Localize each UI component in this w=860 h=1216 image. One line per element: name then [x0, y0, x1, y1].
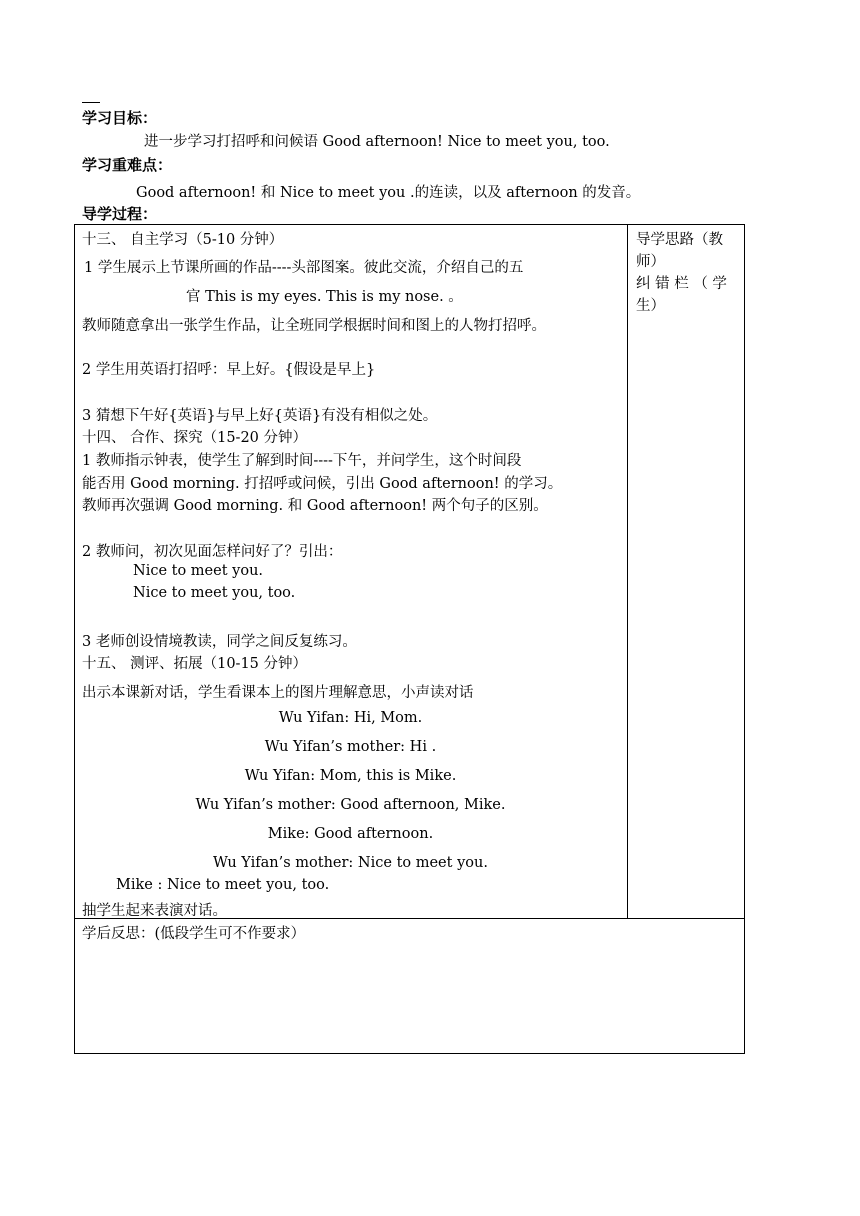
side-note-line-1: 导学思路（教 [636, 232, 723, 248]
table-column-divider [627, 224, 628, 919]
section-3-paragraph-2: 抽学生起来表演对话。 [82, 903, 227, 919]
section-1-paragraph-1a: 1 学生展示上节课所画的作品----头部图案。彼此交流，介绍自己的五 [84, 260, 524, 276]
top-dash [82, 102, 100, 103]
section-2-paragraph-1b: 能否用 Good morning. 打招呼或问候，引出 Good afternoon! 的学习。 [82, 476, 563, 492]
reflection-label: 学后反思：(低段学生可不作要求） [82, 926, 306, 942]
side-note-line-3: 纠 错 栏 （ 学 [636, 276, 727, 292]
key-title: 学习重难点： [82, 156, 173, 174]
section-2-paragraph-3: 3 老师创设情境教读，同学之间反复练习。 [82, 634, 357, 650]
goal-title: 学习目标： [82, 109, 158, 127]
dialog-line-3: Wu Yifan: Mom, this is Mike. [244, 768, 457, 784]
side-note-line-4: 生） [636, 298, 665, 314]
dialog-line-7: Mike : Nice to meet you, too. [116, 877, 330, 893]
section-2-paragraph-1a: 1 教师指示钟表，使学生了解到时间----下午，并问学生，这个时间段 [82, 453, 522, 469]
side-note-line-2: 师） [636, 254, 665, 270]
section-2-title: 十四、 合作、探究（15-20 分钟） [82, 430, 308, 446]
section-1-paragraph-3: 2 学生用英语打招呼：早上好。{假设是早上} [82, 362, 376, 378]
key-text: Good afternoon! 和 Nice to meet you .的连读，以及 afternoon 的发音。 [136, 185, 641, 201]
goal-text: 进一步学习打招呼和问候语 Good afternoon! Nice to meet you, too. [144, 134, 610, 150]
dialog-line-1: Wu Yifan: Hi, Mom. [278, 710, 423, 726]
section-2-phrase-1: Nice to meet you. [133, 563, 264, 579]
dialog-line-6: Wu Yifan’s mother: Nice to meet you. [213, 855, 488, 871]
process-title: 导学过程： [82, 205, 158, 223]
section-2-paragraph-1c: 教师再次强调 Good morning. 和 Good afternoon! 两个句子的区别。 [82, 498, 548, 514]
section-2-phrase-2: Nice to meet you, too. [133, 585, 296, 601]
section-3-title: 十五、 测评、拓展（10-15 分钟） [82, 656, 308, 672]
section-3-paragraph-1: 出示本课新对话，学生看课本上的图片理解意思，小声读对话 [82, 685, 474, 701]
section-2-paragraph-2: 2 教师问，初次见面怎样问好了？引出： [82, 544, 343, 560]
section-1-paragraph-2: 教师随意拿出一张学生作品，让全班同学根据时间和图上的人物打招呼。 [82, 318, 546, 334]
section-1-title: 十三、 自主学习（5-10 分钟） [82, 232, 284, 248]
dialog-line-2: Wu Yifan’s mother: Hi . [264, 739, 437, 755]
section-1-paragraph-4: 3 猜想下午好{英语}与早上好{英语}有没有相似之处。 [82, 408, 438, 424]
dialog-line-5: Mike: Good afternoon. [267, 826, 434, 842]
dialog-line-4: Wu Yifan’s mother: Good afternoon, Mike. [195, 797, 506, 813]
section-1-paragraph-1b: 官 This is my eyes. This is my nose. 。 [186, 289, 463, 305]
